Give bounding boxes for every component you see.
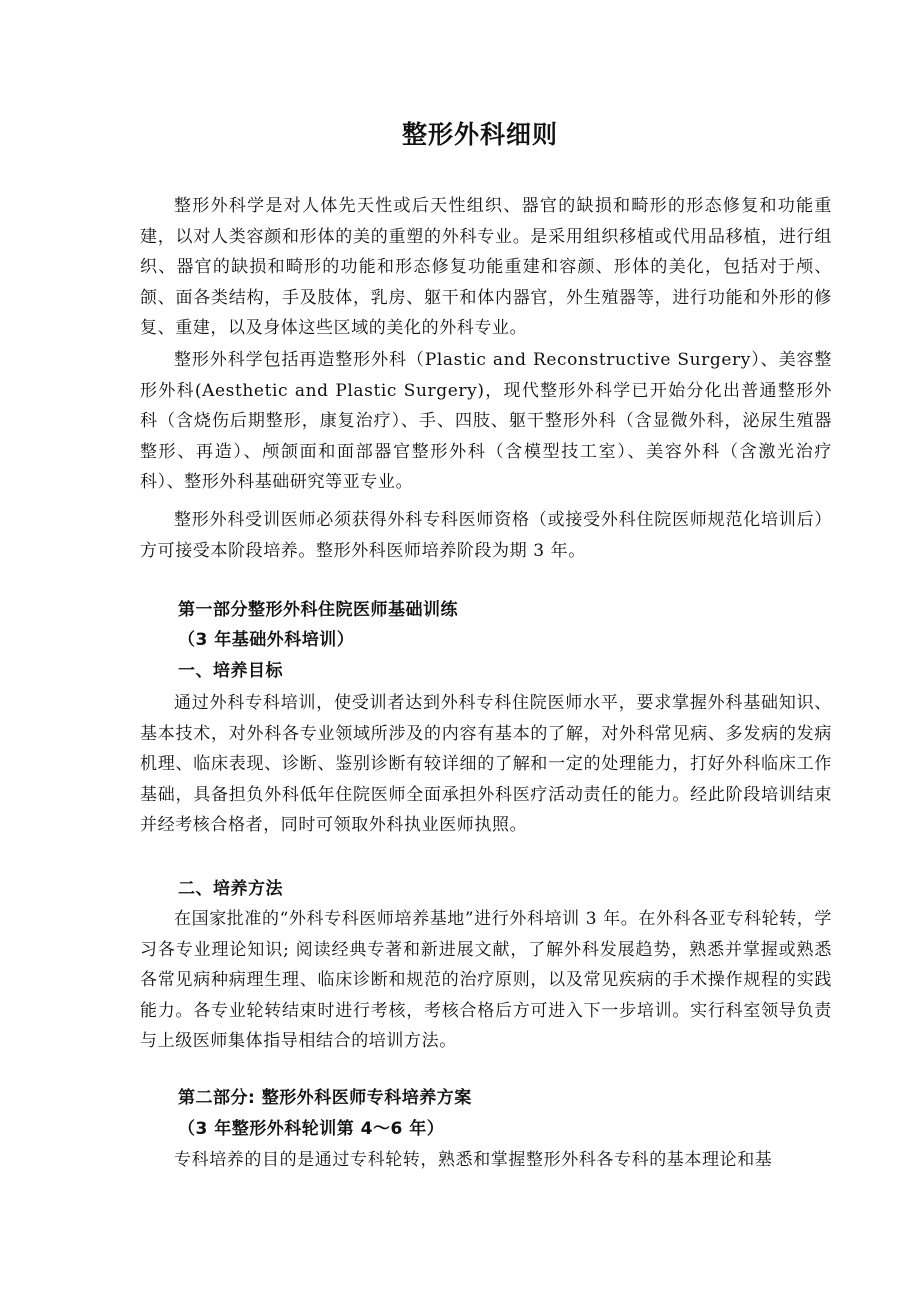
intro-paragraph-1: 整形外科学是对人体先天性或后天性组织、器官的缺损和畸形的形态修复和功能重建，以对人类容颜和形体的美的重塑的外科专业。是采用组织移植或代用品移植，进行组织、器官的缺损和畸形的功能和形态修复功能重建和容颜、形体的美化，包括对于颅、颌、面各类结构，手及肢体，乳房、躯干和体内器官，外生殖器等，进行功能和外形的修复、重建，以及身体这些区域的美化的外科专业。 [140,196,832,338]
section-methods-heading: 二、培养方法 [178,879,283,899]
part1-subheading: （3 年基础外科培训） [178,630,355,650]
section-goals-text: 通过外科专科培训，使受训者达到外科专科住院医师水平，要求掌握外科基础知识、基本技术，对外科各专业领域所涉及的内容有基本的了解，对外科常见病、多发病的发病机理、临床表现、诊断、鉴别诊断有较详细的了解和一定的处理能力，打好外科临床工作基础，具备担负外科低年住院医师全面承担外科医疗活动责任的能力。经此阶段培训结束并经考核合格者，同时可领取外科执业医师执照。 [140,693,832,835]
part2-text: 专科培养的目的是通过专科轮转，熟悉和掌握整形外科各专科的基本理论和基 [174,1150,773,1170]
section-goals-heading: 一、培养目标 [178,661,283,681]
section-methods-text: 在国家批准的“外科专科医师培养基地”进行外科培训 3 年。在外科各亚专科轮转，学习各专业理论知识; 阅读经典专著和新进展文献，了解外科发展趋势，熟悉并掌握或熟悉各常见病种病理生理、临床诊断和规范的治疗原则，以及常见疾病的手术操作规程的实践能力。各专业轮转结束时进行考核，考核合格后方可进入下一步培训。实行科室领导负责与上级医师集体指导相结合的培训方法。 [140,909,833,1051]
part2-subheading: （3 年整形外科轮训第 4～6 年） [178,1119,445,1139]
document-title: 整形外科细则 [401,120,558,149]
part1-heading: 第一部分整形外科住院医师基础训练 [178,600,458,620]
intro-paragraph-3: 整形外科受训医师必须获得外科专科医师资格（或接受外科住院医师规范化培训后）方可接受本阶段培养。整形外科医师培养阶段为期 3 年。 [140,510,832,561]
intro-paragraph-2: 整形外科学包括再造整形外科（Plastic and Reconstructive Surgery）、美容整形外科(Aesthetic and Plastic Surgery)，现代整形外科学已开始分化出普通整形外科（含烧伤后期整形，康复治疗）、手、四肢、躯干整形外科（含显微外科，泌尿生殖器整形、再造）、颅颌面和面部器官整形外科（含模型技工室）、美容外科（含激光治疗科）、整形外科基础研究等亚专业。 [140,350,832,492]
part2-heading: 第二部分: 整形外科医师专科培养方案 [178,1088,472,1108]
